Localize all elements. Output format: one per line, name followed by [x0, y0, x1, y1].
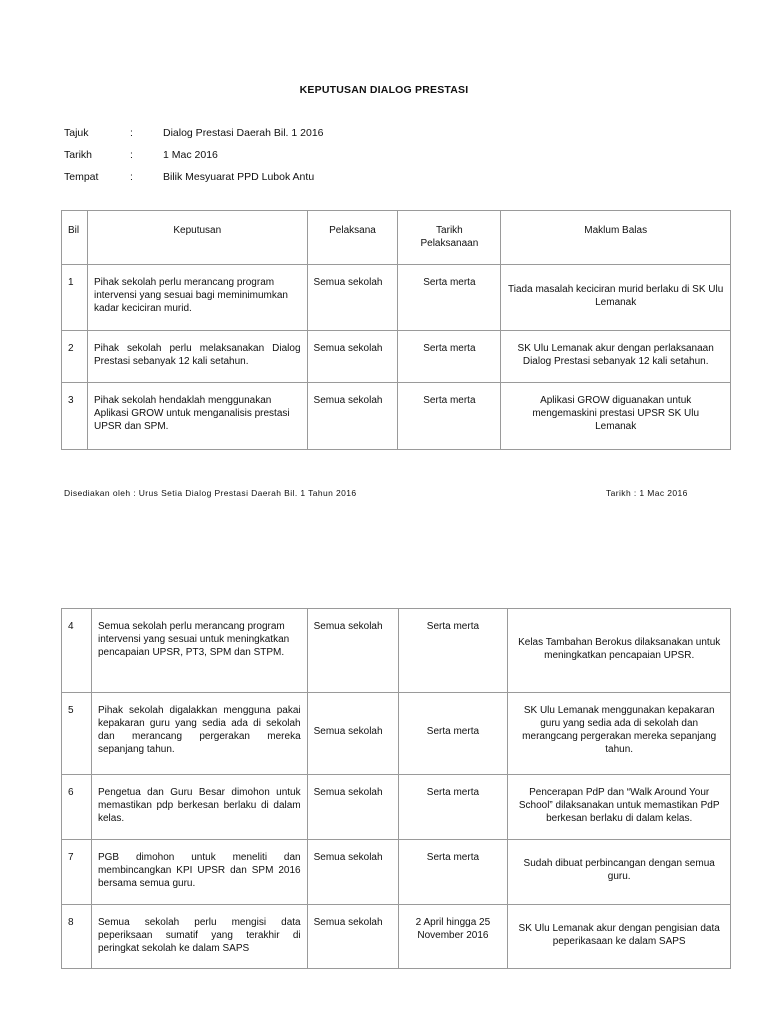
- row-bil: 3: [62, 383, 88, 450]
- meta-colon: :: [130, 127, 133, 139]
- row-maklum-balas: Kelas Tambahan Berokus dilaksanakan untuk meningkatkan pencapaian UPSR.: [508, 609, 731, 693]
- row-tarikh: Serta merta: [398, 331, 501, 383]
- row-keputusan: Pihak sekolah digalakkan mengguna pakai kepakaran guru yang sedia ada di sekolah dan merancang pergerakan mereka sepanjang tahun.: [91, 693, 307, 775]
- row-keputusan: Pihak sekolah hendaklah menggunakan Aplikasi GROW untuk menganalisis prestasi UPSR dan SPM.: [87, 383, 307, 450]
- table-row: [62, 905, 731, 969]
- header-pelaksana: Pelaksana: [307, 211, 398, 265]
- row-tarikh: Serta merta: [398, 265, 501, 331]
- table-row: [62, 609, 731, 693]
- row-bil: 1: [62, 265, 88, 331]
- table-header-row: [62, 211, 731, 265]
- header-bil: Bil: [62, 211, 88, 265]
- meta-label: Tajuk: [64, 127, 89, 139]
- row-pelaksana: Semua sekolah: [307, 840, 398, 905]
- meta-value: Dialog Prestasi Daerah Bil. 1 2016: [163, 127, 324, 139]
- row-maklum-balas: Tiada masalah keciciran murid berlaku di SK Ulu Lemanak: [501, 265, 731, 331]
- row-pelaksana: Semua sekolah: [307, 331, 398, 383]
- row-keputusan: Pihak sekolah perlu melaksanakan Dialog Prestasi sebanyak 12 kali setahun.: [87, 331, 307, 383]
- row-pelaksana: Semua sekolah: [307, 265, 398, 331]
- row-bil: 8: [62, 905, 92, 969]
- table-row: [62, 265, 731, 331]
- row-bil: 4: [62, 609, 92, 693]
- prepared-by-footer: Disediakan oleh : Urus Setia Dialog Prestasi Daerah Bil. 1 Tahun 2016: [64, 488, 357, 498]
- document-title: KEPUTUSAN DIALOG PRESTASI: [299, 84, 469, 96]
- row-maklum-balas: SK Ulu Lemanak akur dengan perlaksanaan Dialog Prestasi sebanyak 12 kali setahun.: [501, 331, 731, 383]
- row-keputusan: Semua sekolah perlu mengisi data peperiksaan sumatif yang terakhir di peringkat sekolah ke dalam SAPS: [91, 905, 307, 969]
- meta-value: 1 Mac 2016: [163, 149, 218, 161]
- row-pelaksana: Semua sekolah: [307, 609, 398, 693]
- row-tarikh: Serta merta: [398, 775, 508, 840]
- row-keputusan: PGB dimohon untuk meneliti dan membincangkan KPI UPSR dan SPM 2016 bersama semua guru.: [91, 840, 307, 905]
- row-keputusan: Semua sekolah perlu merancang program intervensi yang sesuai untuk meningkatkan pencapaian UPSR, PT3, SPM dan STPM.: [91, 609, 307, 693]
- row-keputusan: Pengetua dan Guru Besar dimohon untuk memastikan pdp berkesan berlaku di dalam kelas.: [91, 775, 307, 840]
- row-tarikh: Serta merta: [398, 383, 501, 450]
- meta-label: Tarikh: [64, 149, 93, 161]
- header-maklum-balas: Maklum Balas: [501, 211, 731, 265]
- row-pelaksana: Semua sekolah: [307, 693, 398, 775]
- table-row: [62, 383, 731, 450]
- row-bil: 5: [62, 693, 92, 775]
- row-maklum-balas: SK Ulu Lemanak menggunakan kepakaran guru yang sedia ada di sekolah dan merangcang pergerakan mereka sepanjang tahun.: [508, 693, 731, 775]
- row-tarikh: Serta merta: [398, 840, 508, 905]
- row-tarikh: 2 April hingga 25 November 2016: [398, 905, 508, 969]
- row-keputusan: Pihak sekolah perlu merancang program intervensi yang sesuai bagi meminimumkan kadar keciciran murid.: [87, 265, 307, 331]
- meta-colon: :: [130, 149, 133, 161]
- row-maklum-balas: Aplikasi GROW diguanakan untuk mengemaskini prestasi UPSR SK Ulu Lemanak: [501, 383, 731, 450]
- row-pelaksana: Semua sekolah: [307, 905, 398, 969]
- meta-colon: :: [130, 171, 133, 183]
- header-tarikh: Tarikh Pelaksanaan: [398, 211, 501, 265]
- row-maklum-balas: SK Ulu Lemanak akur dengan pengisian data peperikasaan ke dalam SAPS: [508, 905, 731, 969]
- meta-value: Bilik Mesyuarat PPD Lubok Antu: [163, 171, 315, 183]
- row-maklum-balas: Sudah dibuat perbincangan dengan semua guru.: [508, 840, 731, 905]
- row-bil: 2: [62, 331, 88, 383]
- footer-date: Tarikh : 1 Mac 2016: [606, 488, 688, 498]
- table-row: [62, 840, 731, 905]
- table-row: [62, 775, 731, 840]
- table-row: [62, 331, 731, 383]
- row-bil: 7: [62, 840, 92, 905]
- row-tarikh: Serta merta: [398, 693, 508, 775]
- row-tarikh: Serta merta: [398, 609, 508, 693]
- row-maklum-balas: Pencerapan PdP dan “Walk Around Your School” dilaksanakan untuk memastikan PdP berkesan berlaku di dalam kelas.: [508, 775, 731, 840]
- decision-table-page1: [61, 210, 731, 450]
- row-pelaksana: Semua sekolah: [307, 775, 398, 840]
- header-keputusan: Keputusan: [87, 211, 307, 265]
- decision-table-page2: [61, 608, 731, 969]
- row-bil: 6: [62, 775, 92, 840]
- table-row: [62, 693, 731, 775]
- row-pelaksana: Semua sekolah: [307, 383, 398, 450]
- meta-label: Tempat: [64, 171, 99, 183]
